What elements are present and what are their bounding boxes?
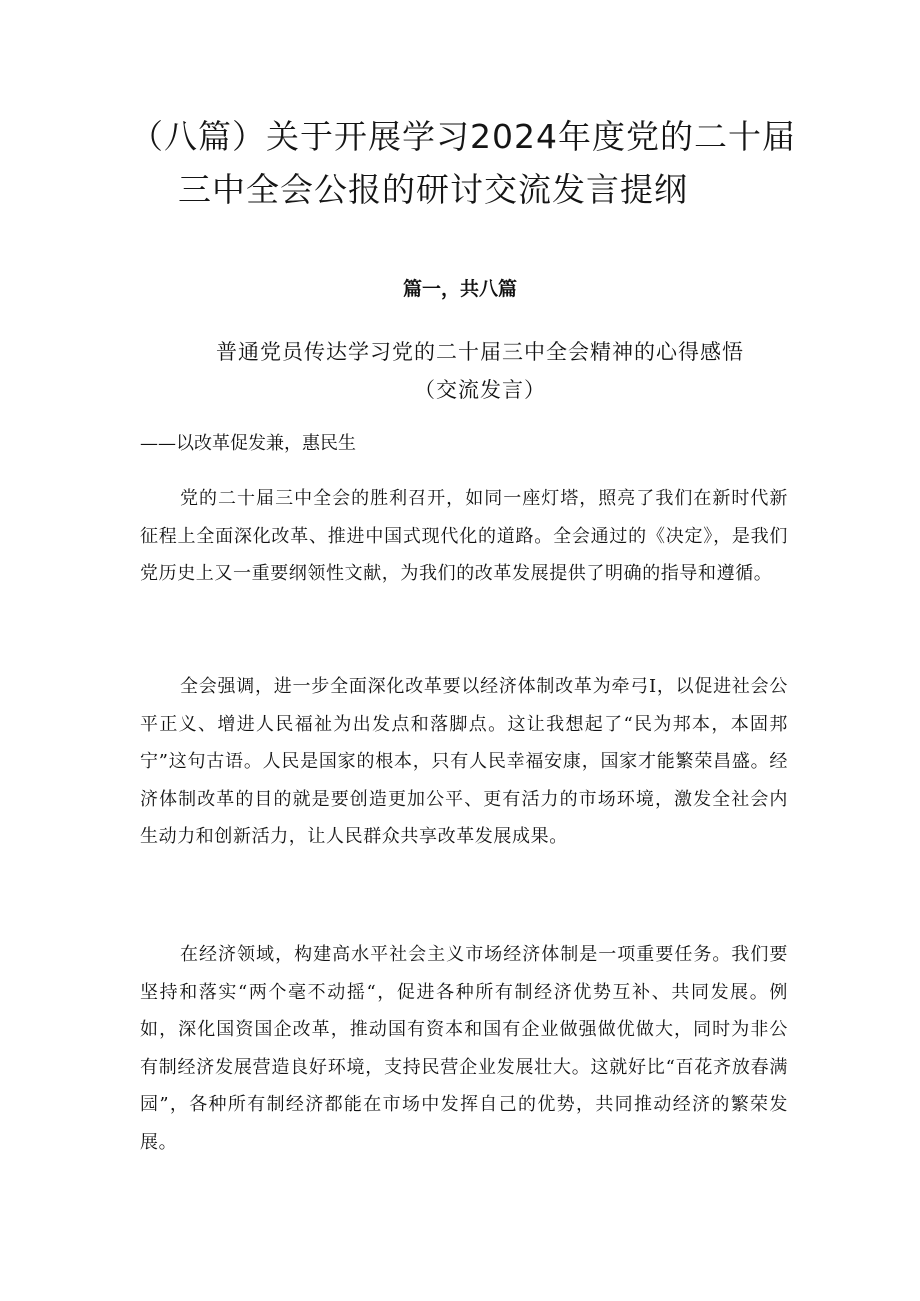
document-title-line-2: 三中全会公报的研讨交流发言提纲 <box>178 170 688 209</box>
article-tagline: ——以改革促发兼，惠民生 <box>140 433 356 454</box>
section-heading: 篇一，共八篇 <box>402 278 517 300</box>
document-title <box>130 110 810 216</box>
body-paragraph-2: 全会强调，进一步全面深化改革要以经济体制改革为牵弓I，以促进社会公平正义、增进人民福祉为出发点和落脚点。这让我想起了“民为邦本，本固邦宁”这句古语。人民是国家的根本，只有人民幸福安康，国家才能繁荣昌盛。经济体制改革的目的就是要创造更加公平、更有活力的市场环境，激发全社会内生动力和创新活力，让人民群众共享改革发展成果。 <box>140 676 788 847</box>
article-subtitle-line-2: （交流发言） <box>414 378 546 402</box>
article-subtitle-line-1: 普通党员传达学习党的二十届三中全会精神的心得感悟 <box>216 340 744 364</box>
body-paragraph-1: 党的二十届三中全会的胜利召开，如同一座灯塔，照亮了我们在新时代新征程上全面深化改革、推进中国式现代化的道路。全会通过的《决定》，是我们党历史上又一重要纲领性文献，为我们的改革发展提供了明确的指导和遵循。 <box>140 488 788 584</box>
article-subtitle <box>140 333 820 409</box>
body-paragraph-3: 在经济领域，构建高水平社会主义市场经济体制是一项重要任务。我们要坚持和落实“两个毫不动摇“，促进各种所有制经济优势互补、共同发展。例如，深化国资国企改革，推动国有资本和国有企业做强做优做大，同时为非公有制经济发展营造良好环境，支持民营企业发展壮大。这就好比“百花齐放春满园”，各种所有制经济都能在市场中发挥自己的优势，共同推动经济的繁荣发展。 <box>140 944 788 1153</box>
document-title-line-1: （八篇）关于开展学习2024年度党的二十届 <box>130 117 796 156</box>
